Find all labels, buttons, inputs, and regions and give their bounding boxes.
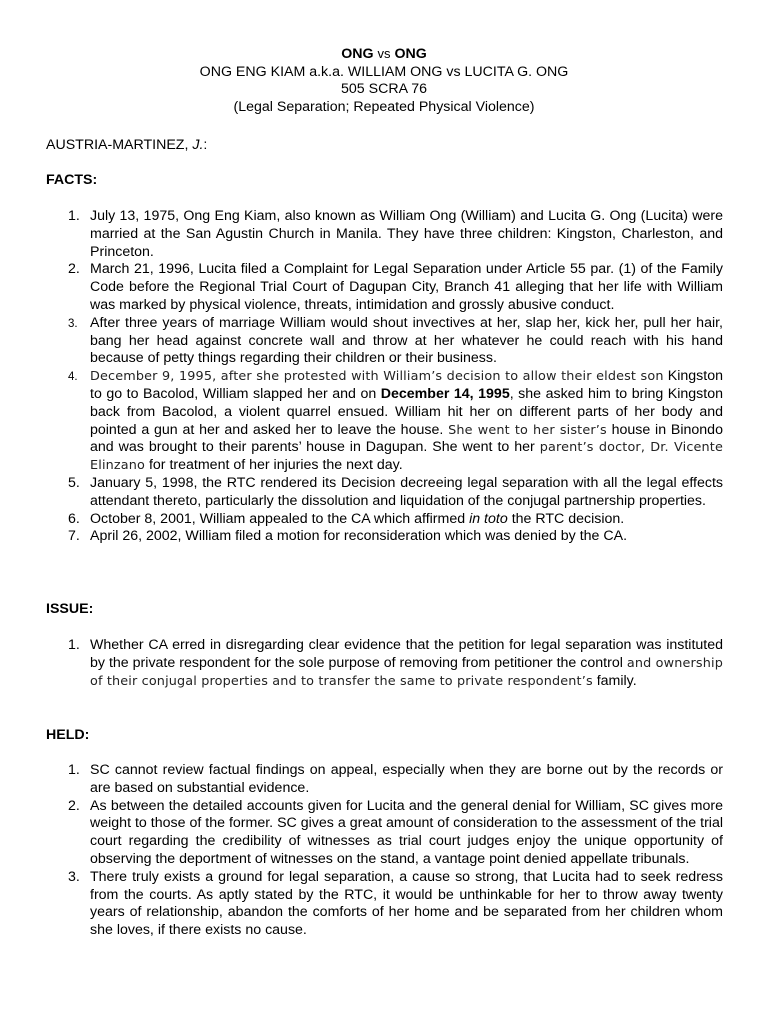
fact-number: 7. [68, 528, 80, 545]
held-list [68, 762, 723, 940]
issue-list [68, 637, 723, 690]
case-topic: (Legal Separation; Repeated Physical Violence) [233, 98, 535, 115]
fact-item [68, 261, 723, 314]
held-item [68, 797, 723, 869]
fact-text: April 26, 2002, William filed a motion for reconsideration which was denied by the CA. [90, 528, 628, 545]
case-subtitle: ONG ENG KIAM a.k.a. WILLIAM ONG vs LUCITA G. ONG [199, 63, 569, 80]
fact-text-part: She went to her sister’s [448, 422, 607, 438]
ponente-suffix: J. [192, 137, 204, 153]
ponente [46, 137, 207, 153]
facts-heading: FACTS: [46, 172, 98, 188]
ponente-colon: : [203, 137, 208, 153]
fact-date-bold: December 14, 1995 [380, 385, 510, 402]
held-text: SC cannot review factual findings on appeal, especially when they are borne out by the records or are based on substantial evidence. [90, 762, 723, 796]
held-number: 2. [68, 797, 80, 814]
fact-text-part: Kingston to go to Bacolod, William slapped her and on [90, 368, 723, 402]
case-title-right: ONG [394, 46, 427, 62]
issue-item [68, 637, 723, 690]
fact-text: January 5, 1998, the RTC rendered its Decision decreeing legal separation with all the legal effects attendant thereto, particularly the dissolution and liquidation of the conjugal partnership properties. [90, 474, 723, 509]
fact-number: 6. [68, 510, 80, 527]
fact-item [68, 368, 723, 475]
case-title [0, 45, 768, 64]
case-title-left: ONG [341, 46, 374, 62]
fact-italic: in toto [469, 510, 508, 527]
fact-item [68, 208, 723, 261]
fact-item [68, 510, 723, 529]
fact-text: After three years of marriage William would shout invectives at her, slap her, kick her, pull her hair, bang her head against concrete wall and throw at her whatever he could reach with his hand because of petty things regarding their children or their business. [90, 314, 723, 367]
case-title-vs: vs [377, 46, 391, 61]
facts-list [68, 208, 723, 546]
issue-text-part: Whether CA erred in disregarding clear evidence that the petition for legal separation was instituted by the private respondent for the sole purpose of removing from petitioner the control [90, 637, 723, 671]
held-number: 3. [68, 868, 80, 885]
held-heading: HELD: [46, 727, 90, 743]
fact-number: 3. [68, 317, 78, 330]
fact-number: 2. [68, 261, 80, 278]
held-number: 1. [68, 762, 80, 778]
fact-text: March 21, 1996, Lucita filed a Complaint for Legal Separation under Article 55 par. (1) of the Family Code before the Regional Trial Court of Dagupan City, Branch 41 alleging that her life with William was marked by physical violence, threats, intimidation and grossly abusive conduct. [90, 261, 723, 313]
issue-text-part: family. [596, 672, 637, 689]
fact-number: 4. [68, 371, 78, 384]
issue-heading: ISSUE: [46, 601, 94, 617]
held-text: There truly exists a ground for legal separation, a cause so strong, that Lucita had to seek redress from the courts. As aptly stated by the RTC, it would be unthinkable for her to throw away twenty years of relationship, abandon the comforts of her home and be separated from her children whom she loves, if there exists no cause. [90, 868, 723, 939]
fact-text-part: October 8, 2001, William appealed to the CA which affirmed [90, 510, 466, 527]
fact-text-part: December 9, 1995, after she protested with William’s decision to allow their eldest son [90, 369, 664, 385]
fact-text-part: , she asked him to bring Kingston back from Bacolod, a violent quarrel ensued. William hit her on different parts of her body and pointed a gun at her and asked her to leave the house. [90, 385, 723, 438]
fact-text-part: house in Binondo and was brought to their parents’ house in Dagupan. She went to her [90, 421, 723, 456]
issue-number: 1. [68, 637, 80, 653]
held-item [68, 868, 723, 940]
case-header [0, 45, 768, 116]
fact-text-part: for treatment of her injuries the next day. [148, 457, 403, 474]
held-text: As between the detailed accounts given for Lucita and the general denial for William, SC gives more weight to those of the former. SC gives a great amount of consideration to the assessment of the trial court regarding the credibility of witnesses as trial court judges enjoy the unique opportunity of observing the deportment of witnesses on the stand, a vantage point denied appellate tribunals. [90, 797, 723, 867]
fact-item [68, 474, 723, 511]
issue-text-part: and ownership of their conjugal properties and to transfer the same to private respondent’s [90, 655, 723, 689]
case-citation: 505 SCRA 76 [341, 81, 427, 97]
fact-item [68, 528, 723, 546]
fact-text-part: the RTC decision. [511, 510, 625, 527]
held-item [68, 762, 723, 798]
ponente-name: AUSTRIA-MARTINEZ, [46, 137, 189, 153]
fact-number: 5. [68, 474, 80, 491]
fact-text: July 13, 1975, Ong Eng Kiam, also known as William Ong (William) and Lucita G. Ong (Lucita) were married at the San Agustin Church in Manila. They have three children: Kingston, Charleston, and Princeton. [90, 208, 723, 260]
fact-item [68, 314, 723, 368]
fact-text-part: parent’s doctor, Dr. Vicente Elinzano [90, 440, 723, 474]
fact-number: 1. [68, 208, 80, 224]
